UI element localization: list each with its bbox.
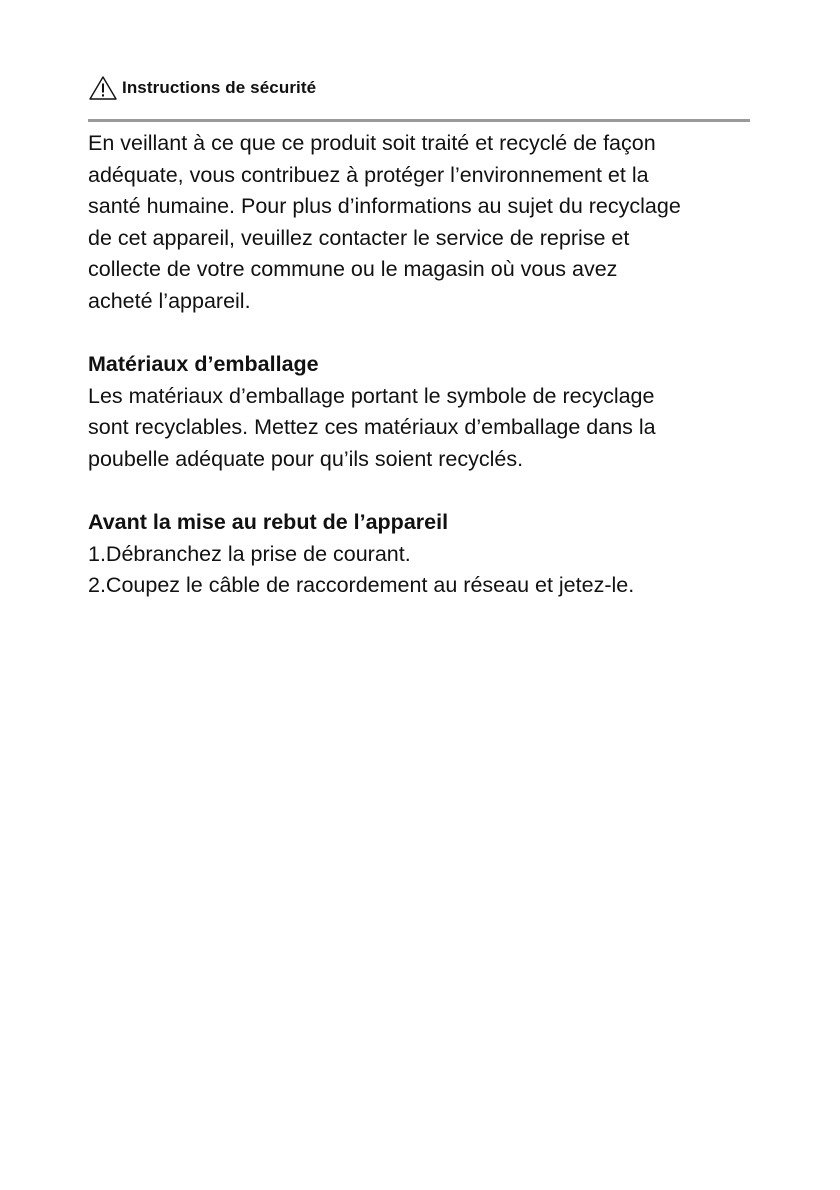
intro-line: adéquate, vous contribuez à protéger l’environnement et la xyxy=(88,162,649,187)
warning-triangle-icon xyxy=(88,75,118,101)
document-body xyxy=(88,128,750,602)
intro-line: collecte de votre commune ou le magasin où vous avez xyxy=(88,257,618,282)
disposal-step: 1.Débranchez la prise de courant. xyxy=(88,541,411,566)
packaging-line: Les matériaux d’emballage portant le symbole de recyclage xyxy=(88,383,655,408)
intro-line: En veillant à ce que ce produit soit traité et recyclé de façon xyxy=(88,131,656,155)
disposal-step: 2.Coupez le câble de raccordement au réseau et jetez-le. xyxy=(88,573,635,598)
packaging-line: poubelle adéquate pour qu’ils soient recyclés. xyxy=(88,446,524,471)
header-title: Instructions de sécurité xyxy=(122,78,317,97)
packaging-line: sont recyclables. Mettez ces matériaux d’emballage dans la xyxy=(88,415,656,440)
packaging-title: Matériaux d’emballage xyxy=(88,352,319,377)
intro-line: acheté l’appareil. xyxy=(88,288,251,313)
disposal-title: Avant la mise au rebut de l’appareil xyxy=(88,510,449,535)
spacer xyxy=(88,318,750,350)
intro-line: de cet appareil, veuillez contacter le service de reprise et xyxy=(88,225,630,250)
spacer xyxy=(88,476,750,508)
header-divider xyxy=(88,119,750,122)
intro-line: santé humaine. Pour plus d’informations au sujet du recyclage xyxy=(88,194,681,219)
section-header xyxy=(88,74,316,102)
